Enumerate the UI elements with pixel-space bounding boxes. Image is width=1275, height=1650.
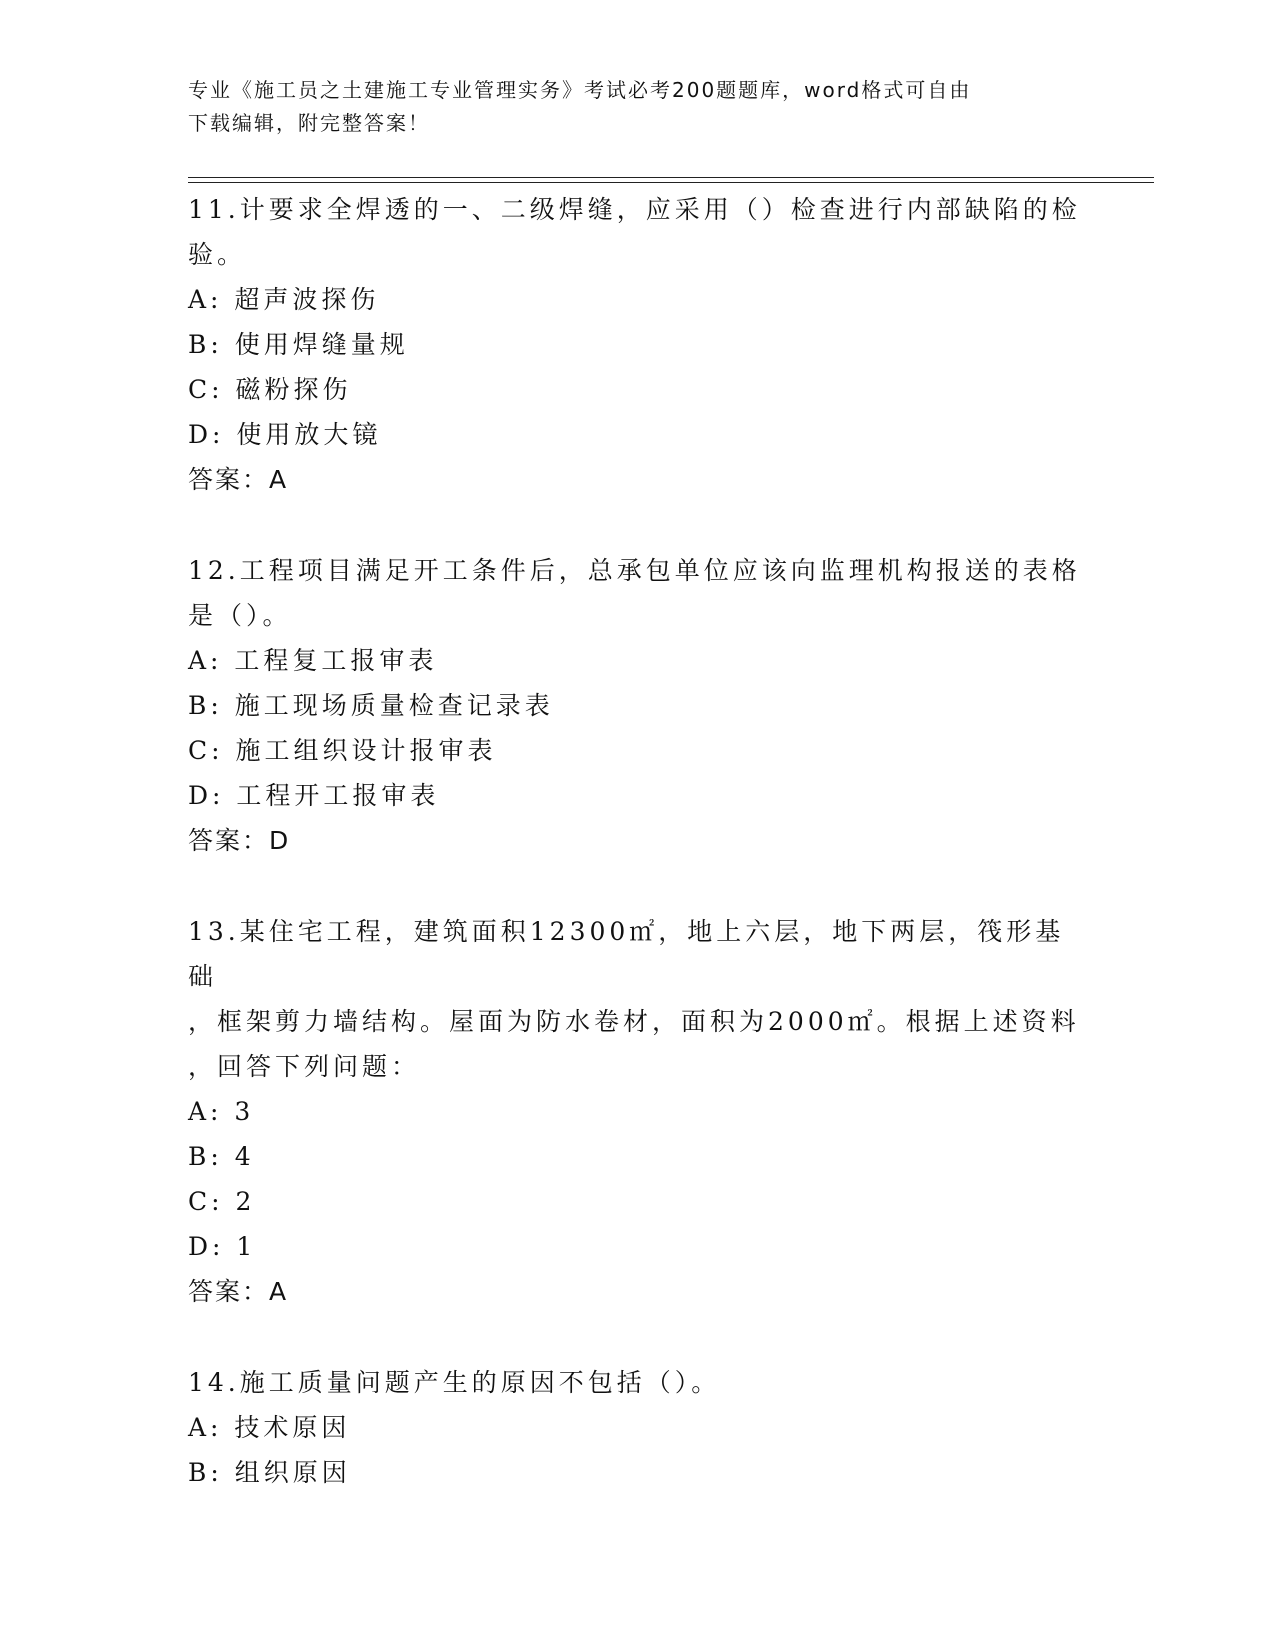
question-stem bbox=[188, 548, 1088, 638]
question-stem bbox=[188, 909, 1088, 1089]
option-c: C: 2 bbox=[188, 1187, 256, 1216]
question-stem-line: 验。 bbox=[188, 240, 247, 269]
answer-label: 答案：D bbox=[188, 826, 291, 855]
header-line-2: 下载编辑，附完整答案！ bbox=[188, 111, 430, 135]
document-header bbox=[188, 74, 1068, 140]
answer-label: 答案：A bbox=[188, 1277, 289, 1306]
option-a: A: 工程复工报审表 bbox=[188, 646, 438, 675]
question-stem-line: 13.某住宅工程，建筑面积12300㎡，地上六层，地下两层，筏形基础 bbox=[188, 917, 1065, 991]
option-d: D: 工程开工报审表 bbox=[188, 781, 440, 810]
option-d: D: 1 bbox=[188, 1232, 257, 1261]
question-stem bbox=[188, 187, 1088, 277]
question-stem-line: 12.工程项目满足开工条件后，总承包单位应该向监理机构报送的表格 bbox=[188, 556, 1081, 585]
option-b: B: 4 bbox=[188, 1142, 255, 1171]
question-item bbox=[188, 548, 1088, 863]
question-stem-line: 11.计要求全焊透的一、二级焊缝，应采用（）检查进行内部缺陷的检 bbox=[188, 195, 1081, 224]
option-a: A: 超声波探伤 bbox=[188, 285, 380, 314]
question-item bbox=[188, 1360, 1088, 1495]
option-b: B: 组织原因 bbox=[188, 1458, 351, 1487]
question-stem-line: ，回答下列问题： bbox=[188, 1052, 421, 1081]
question-stem-line: 14.施工质量问题产生的原因不包括（）。 bbox=[188, 1368, 721, 1397]
question-stem-line: ，框架剪力墙结构。屋面为防水卷材，面积为2000㎡。根据上述资料 bbox=[188, 1007, 1080, 1036]
question-list bbox=[188, 187, 1088, 1541]
question-stem-line: 是（）。 bbox=[188, 601, 292, 630]
option-a: A: 技术原因 bbox=[188, 1413, 351, 1442]
answer-label: 答案：A bbox=[188, 465, 289, 494]
option-c: C: 磁粉探伤 bbox=[188, 375, 352, 404]
question-stem bbox=[188, 1360, 1088, 1405]
header-divider-bottom bbox=[188, 182, 1154, 183]
option-b: B: 使用焊缝量规 bbox=[188, 330, 409, 359]
option-a: A: 3 bbox=[188, 1097, 255, 1126]
question-item bbox=[188, 909, 1088, 1314]
option-b: B: 施工现场质量检查记录表 bbox=[188, 691, 554, 720]
header-line-1: 专业《施工员之土建施工专业管理实务》考试必考200题题库，word格式可自由 bbox=[188, 78, 972, 102]
option-d: D: 使用放大镜 bbox=[188, 420, 382, 449]
question-item bbox=[188, 187, 1088, 502]
header-divider-top bbox=[188, 177, 1154, 178]
option-c: C: 施工组织设计报审表 bbox=[188, 736, 497, 765]
